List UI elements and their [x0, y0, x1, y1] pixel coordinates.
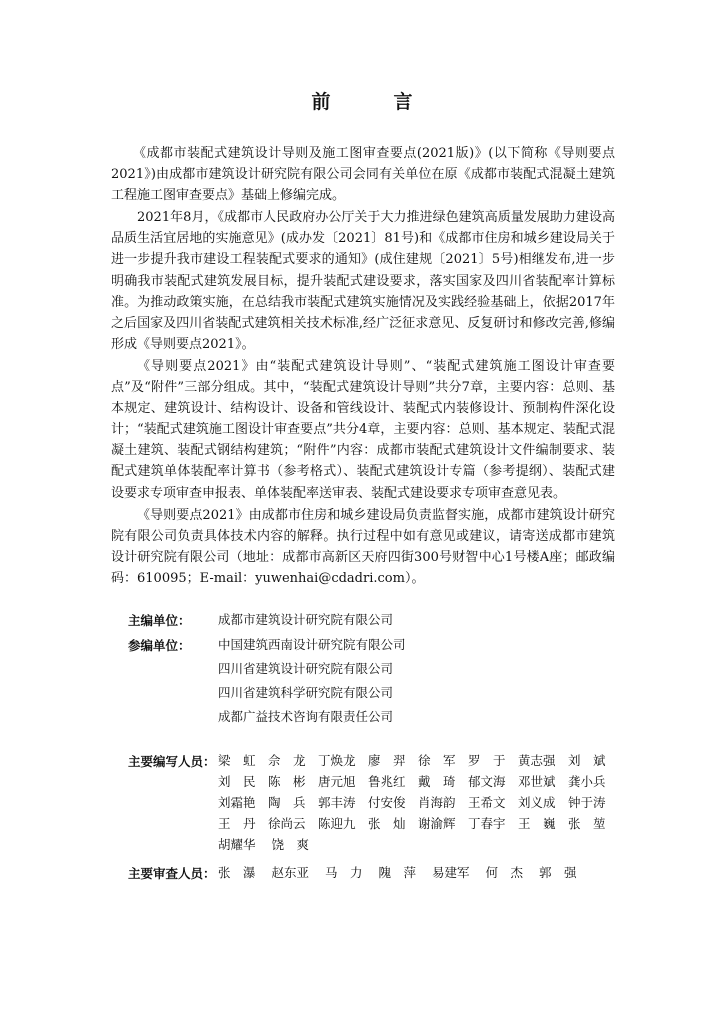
person-name: 戴 琦	[418, 774, 456, 789]
authors-names	[218, 752, 618, 857]
person-name: 陈迎九	[318, 816, 356, 831]
person-name: 丁春宇	[468, 816, 506, 831]
name-row	[218, 815, 618, 836]
paragraph: 《导则要点2021》由“装配式建筑设计导则”、“装配式建筑施工图设计审查要点”及“附件”三部分组成。其中，“装配式建筑设计导则”共分7章，主要内容：总则、基本规定、建筑设计、结构设计、设备和管线设计、装配式内装修设计、预制构件深化设计；“装配式建筑施工图设计审查要点”共分4章，主要内容：总则、基本规定、装配式混凝土建筑、装配式钢结构建筑；“附件”内容：成都市装配式建筑设计文件编制要求、装配式建筑单体装配率计算书（参考格式）、装配式建筑设计专篇（参考提纲）、装配式建设要求专项审查申报表、单体装配率送审表、装配式建设要求专项审查意见表。	[111, 358, 615, 501]
unit-name: 成都广益技术咨询有限责任公司	[218, 709, 394, 724]
preface-body	[111, 143, 615, 590]
person-name: 王 丹	[218, 816, 256, 831]
person-name: 鲁兆红	[368, 774, 406, 789]
person-name: 钟于涛	[568, 795, 606, 810]
unit-name: 四川省建筑设计研究院有限公司	[218, 661, 394, 676]
participant-units	[218, 636, 406, 732]
name-row	[218, 773, 618, 794]
person-name: 刘 民	[218, 774, 256, 789]
paragraph: 2021年8月，《成都市人民政府办公厅关于大力推进绿色建筑高质量发展助力建设高品质生活宜居地的实施意见》(成办发〔2021〕81号)和《成都市住房和城乡建设局关于进一步提升我市建设工程装配式要求的通知》(成住建规〔2021〕5号)相继发布,进一步明确我市装配式建筑发展目标，提升装配式建设要求，落实国家及四川省装配率计算标准。为推动政策实施，在总结我市装配式建筑实施情况及实践经验基础上，依据2017年之后国家及四川省装配式建筑相关技术标准,经广泛征求意见、反复研讨和修改完善,修编形成《导则要点2021》。	[111, 210, 615, 352]
person-name: 佘 龙	[268, 753, 306, 768]
person-name: 胡耀华	[218, 837, 256, 852]
paragraph: 《导则要点2021》由成都市住房和城乡建设局负责监督实施，成都市建筑设计研究院有限公司负责具体技术内容的解释。执行过程中如有意见或建议，请寄送成都市建筑设计研究院有限公司（地址：成都市高新区天府四街300号财智中心1号楼A座；邮政编码：610095；E-mail：yuwenhai@cdadri.com）。	[111, 507, 615, 586]
person-name: 陈 彬	[268, 774, 306, 789]
person-name: 王希文	[468, 795, 506, 810]
person-name: 龚小兵	[568, 774, 606, 789]
reviewers-label: 主要审查人员：	[128, 866, 216, 881]
person-name: 赵东亚	[271, 865, 310, 880]
person-name: 张 灿	[368, 816, 406, 831]
unit-name: 成都市建筑设计研究院有限公司	[218, 612, 394, 627]
person-name: 郭 强	[539, 865, 577, 880]
person-name: 易建军	[432, 865, 470, 880]
person-name: 张 堃	[568, 816, 606, 831]
person-name: 王 巍	[518, 816, 556, 831]
person-name: 饶 爽	[271, 837, 310, 852]
person-name: 刘 斌	[568, 753, 606, 768]
person-name: 刘霜艳	[218, 795, 256, 810]
person-name: 郁文海	[468, 774, 506, 789]
person-name: 隗 萍	[378, 865, 417, 880]
person-name: 邓世斌	[518, 774, 556, 789]
name-row	[218, 864, 618, 885]
person-name: 廖 羿	[368, 753, 406, 768]
person-name: 刘义成	[518, 795, 556, 810]
person-name: 郭丰涛	[318, 795, 356, 810]
paragraph: 《成都市装配式建筑设计导则及施工图审查要点(2021版)》(以下简称《导则要点2021》)由成都市建筑设计研究院有限公司会同有关单位在原《成都市装配式混凝土建筑工程施工图审查要点》基础上修编完成。	[111, 146, 615, 204]
person-name: 肖海韵	[418, 795, 456, 810]
person-name: 丁焕龙	[318, 753, 356, 768]
person-name: 徐尚云	[268, 816, 306, 831]
person-name: 黄志强	[518, 753, 556, 768]
reviewers-names	[218, 864, 618, 885]
chief-editor-label: 主编单位：	[128, 613, 191, 628]
chief-editor-units	[218, 611, 393, 635]
name-row	[218, 794, 618, 815]
name-row	[218, 752, 618, 773]
participants-label: 参编单位：	[128, 638, 191, 653]
person-name: 何 杰	[485, 865, 524, 880]
name-row	[218, 836, 618, 857]
person-name: 马 力	[325, 865, 363, 880]
page-title: 前 言	[311, 91, 435, 113]
unit-name: 中国建筑西南设计研究院有限公司	[218, 637, 406, 652]
person-name: 梁 虹	[218, 753, 256, 768]
authors-label: 主要编写人员：	[128, 754, 216, 769]
person-name: 罗 于	[468, 753, 506, 768]
person-name: 张 瀑	[218, 865, 256, 880]
person-name: 唐元旭	[318, 774, 356, 789]
person-name: 谢渝辉	[418, 816, 456, 831]
person-name: 徐 军	[418, 753, 456, 768]
person-name: 付安俊	[368, 795, 406, 810]
person-name: 陶 兵	[268, 795, 306, 810]
unit-name: 四川省建筑科学研究院有限公司	[218, 685, 394, 700]
